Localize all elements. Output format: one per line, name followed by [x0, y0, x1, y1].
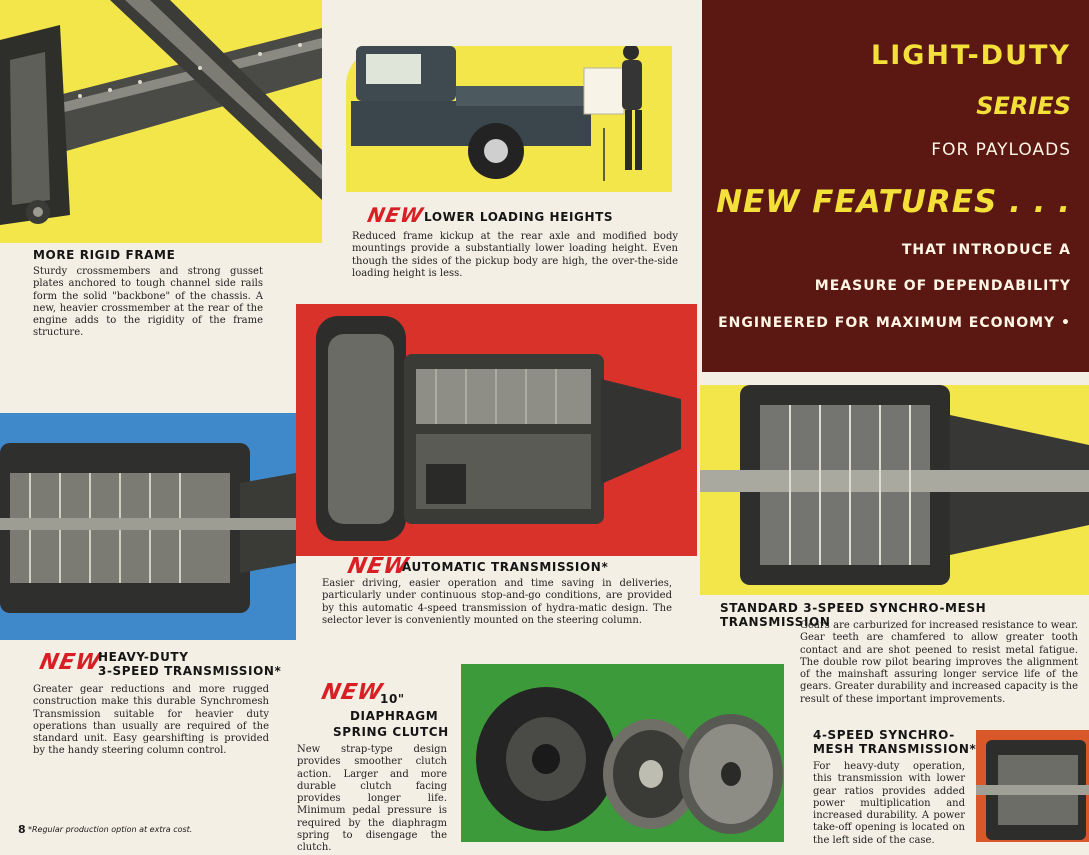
heavy-duty-transmission-illustration	[0, 413, 296, 640]
hero-for-payloads: FOR PAYLOADS	[931, 140, 1071, 160]
new-badge-heavy-duty: NEW	[37, 650, 104, 675]
chassis-frame-illustration	[0, 0, 322, 243]
heavy-duty-title-line1: HEAVY-DUTY	[98, 650, 189, 664]
clutch-title-line1: 10"	[380, 692, 405, 706]
standard-transmission-panel	[700, 385, 1089, 595]
footnote: *Regular production option at extra cost.	[28, 825, 193, 834]
new-badge-automatic: NEW	[345, 554, 412, 579]
automatic-transmission-title: AUTOMATIC TRANSMISSION*	[402, 560, 609, 574]
clutch-illustration	[461, 664, 784, 842]
hero-dependability: MEASURE OF DEPENDABILITY	[814, 278, 1071, 294]
rigid-frame-body: Sturdy crossmembers and strong gusset plates anchored to tough channel side rails form the solid "backbone" of the chassis. A new, heavier crossmember at the rear of the engine adds to the rigidity of the frame structure.	[33, 266, 263, 339]
frame-illustration-panel	[0, 0, 322, 243]
loading-heights-body: Reduced frame kickup at the rear axle and modified body mountings provide a substantially lower loading height. Even though the sides of the pickup body are high, the over-the-side loading height is less.	[352, 231, 678, 279]
hero-series: SERIES	[976, 92, 1071, 120]
four-speed-title-line1: 4-SPEED SYNCHRO-	[813, 728, 955, 742]
new-badge-loading: NEW	[365, 203, 427, 227]
automatic-transmission-body: Easier driving, easier operation and time saving in deliveries, particularly under continuous stop-and-go conditions, are provided by this automatic 4-speed transmission of hydra-matic design. The selector lever is conveniently mounted on the steering column.	[322, 578, 672, 626]
hero-light-duty: LIGHT-DUTY	[871, 40, 1071, 71]
automatic-transmission-illustration	[296, 304, 697, 556]
clutch-title-line3: SPRING CLUTCH	[333, 725, 449, 739]
four-speed-title-line2: MESH TRANSMISSION*	[813, 742, 977, 756]
pickup-truck-illustration	[346, 46, 672, 192]
truck-illustration-panel	[346, 46, 672, 192]
clutch-body: New strap-type design provides smoother clutch action. Larger and more durable clutch facing provides longer life. Minimum pedal pressure is required by the diaphragm spring to disengage the clutch.	[297, 744, 447, 854]
four-speed-body: For heavy-duty operation, this transmission with lower gear ratios provides added power multiplication and increased durability. A power take-off opening is located on the left side of the case.	[813, 761, 965, 846]
hero-economy: ENGINEERED FOR MAXIMUM ECONOMY •	[718, 315, 1071, 331]
rigid-frame-title: MORE RIGID FRAME	[33, 248, 176, 262]
heavy-duty-title-line2: 3-SPEED TRANSMISSION*	[98, 664, 282, 678]
hero-introduce: THAT INTRODUCE A	[901, 242, 1071, 258]
standard-transmission-title: STANDARD 3-SPEED SYNCHRO-MESH TRANSMISSION	[720, 601, 987, 629]
clutch-title-line2: DIAPHRAGM	[350, 709, 439, 723]
standard-transmission-illustration	[700, 385, 1089, 595]
heavy-duty-body: Greater gear reductions and more rugged construction make this durable Synchromesh Transmission suitable for heavier duty operations than usually are required of the standard unit. Easy gearshifting is provided by the handy steering column control.	[33, 684, 269, 757]
new-badge-clutch: NEW	[319, 680, 386, 705]
clutch-panel	[461, 664, 784, 842]
automatic-transmission-panel	[296, 304, 697, 556]
page-number: 8	[18, 823, 26, 836]
four-speed-panel	[976, 730, 1089, 842]
hero-panel	[702, 0, 1089, 372]
standard-transmission-body: Gears are carburized for increased resistance to wear. Gear teeth are chamfered to allow greater tooth contact and are shot peened to resist metal fatigue. The double row pilot bearing improves the alignment of the mainshaft assuring longer service life of the gears. Greater durability and increased capacity is the result of these important improvements.	[800, 620, 1078, 705]
hero-new-features: NEW FEATURES . . .	[716, 184, 1071, 220]
four-speed-transmission-illustration	[976, 730, 1089, 842]
heavy-duty-transmission-panel	[0, 413, 296, 640]
loading-heights-title: LOWER LOADING HEIGHTS	[424, 210, 614, 224]
